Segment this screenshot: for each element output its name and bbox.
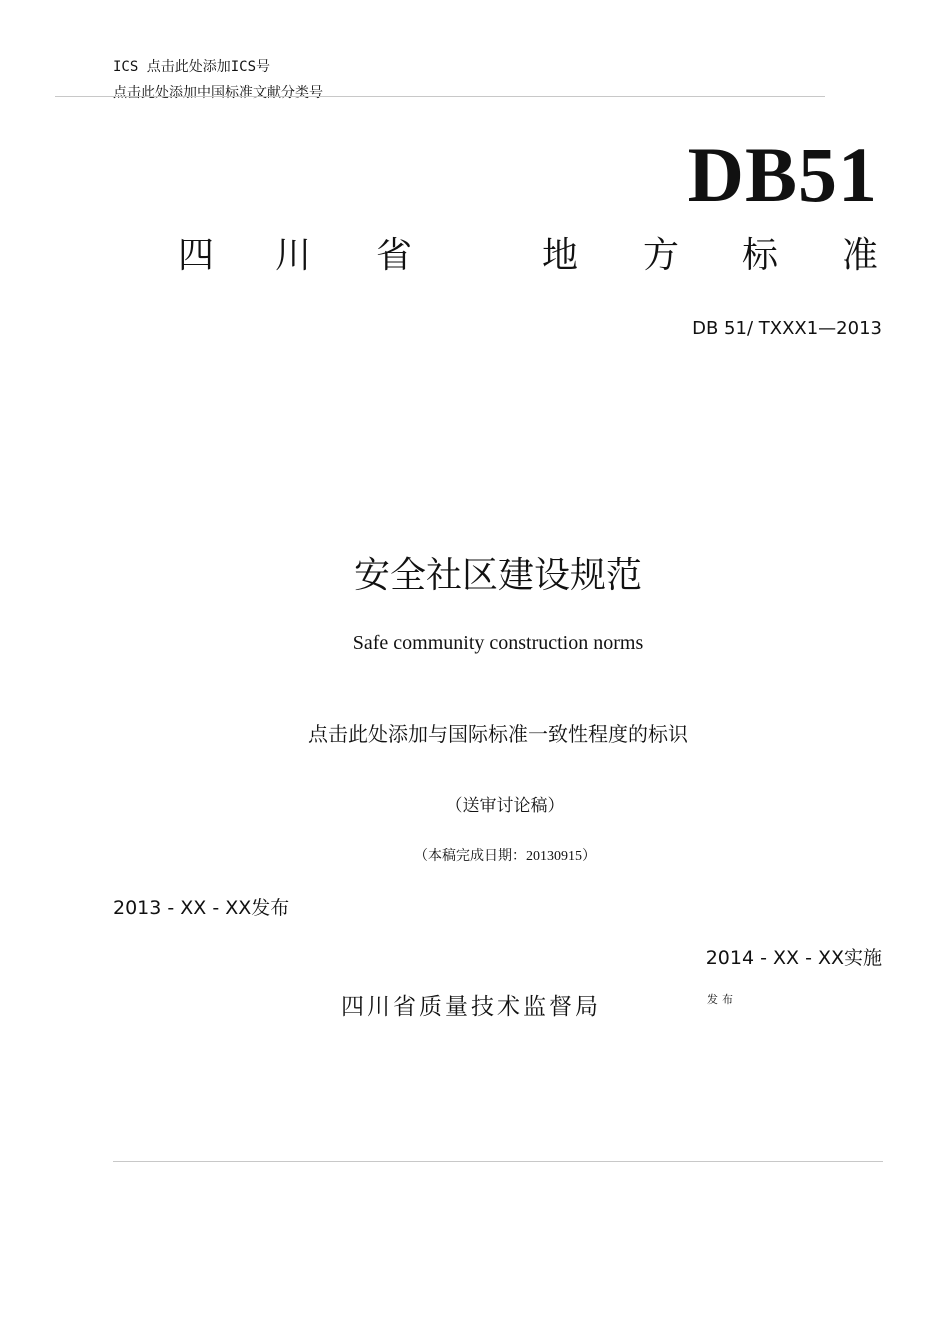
- title-char: 四: [178, 235, 215, 276]
- draft-completion-date: （本稿完成日期：20130915）: [414, 849, 596, 864]
- release-date: 2013 - XX - XX发布: [113, 897, 290, 919]
- title-char: 方: [643, 235, 680, 276]
- conformity-placeholder[interactable]: 点击此处添加与国际标准一致性程度的标识: [308, 724, 688, 746]
- title-char: 地: [542, 235, 579, 276]
- header-divider: [55, 96, 825, 97]
- ics-number-placeholder[interactable]: ICS 点击此处添加ICS号: [113, 59, 271, 75]
- implementation-date: 2014 - XX - XX实施: [705, 947, 882, 969]
- standard-mark: DB51: [687, 131, 878, 218]
- draft-status: （送审讨论稿）: [445, 796, 565, 815]
- issuing-authority: 四川省质量技术监督局: [341, 994, 601, 1020]
- document-title-english: Safe community construction norms: [352, 632, 644, 654]
- issue-label: 发布: [707, 993, 737, 1006]
- standard-category-title: [178, 230, 882, 282]
- footer-divider: [113, 1161, 883, 1162]
- title-char: 川: [275, 235, 312, 276]
- ccs-number-placeholder[interactable]: 点击此处添加中国标准文献分类号: [113, 85, 323, 101]
- document-title: 安全社区建设规范: [353, 555, 642, 596]
- standard-code: DB 51/ TXXX1—2013: [692, 318, 882, 339]
- title-char: 标: [742, 235, 779, 276]
- title-char: 准: [842, 235, 879, 276]
- title-char: 省: [376, 235, 413, 276]
